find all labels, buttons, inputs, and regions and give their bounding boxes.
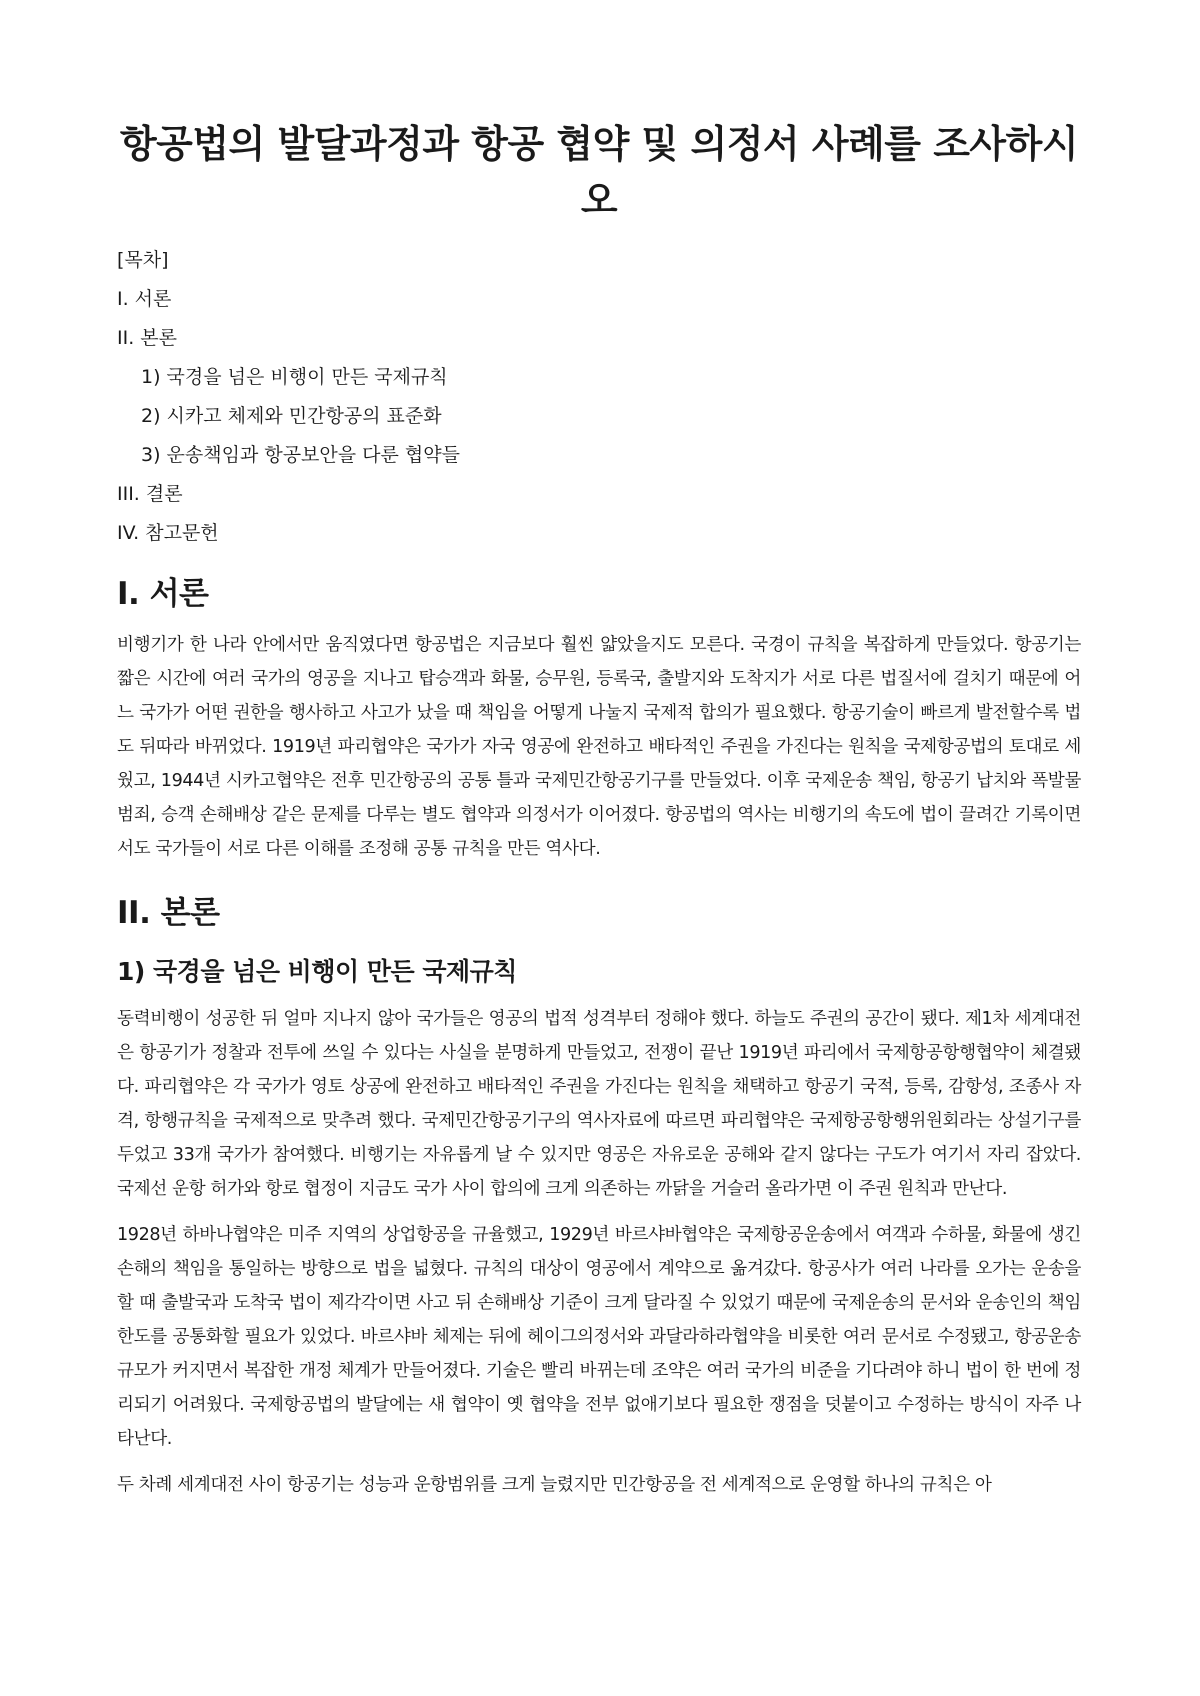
table-of-contents: [117, 248, 1081, 547]
toc-item-intro: I. 서론: [117, 288, 172, 310]
subsection-heading-1: 1) 국경을 넘은 비행이 만든 국제규칙: [117, 957, 517, 986]
toc-item-body-2: 2) 시카고 체제와 민간항공의 표준화: [141, 405, 442, 427]
toc-item-body-3: 3) 운송책임과 항공보안을 다룬 협약들: [141, 444, 460, 466]
body-paragraph: 두 차례 세계대전 사이 항공기는 성능과 운항범위를 크게 늘렸지만 민간항공을 전 세계적으로 운영할 하나의 규칙은 아: [117, 1475, 992, 1495]
section-heading-intro: I. 서론: [117, 576, 209, 612]
intro-paragraph: 비행기가 한 나라 안에서만 움직였다면 항공법은 지금보다 훨씬 얇았을지도 모른다. 국경이 규칙을 복잡하게 만들었다. 항공기는 짧은 시간에 여러 국가의 영공을 지나고 탑승객과 화물, 승무원, 등록국, 출발지와 도착지가 서로 다른 법질서에 걸치기 때문에 어느 국가가 어떤 권한을 행사하고 사고가 났을 때 책임을 어떻게 나눌지 국제적 합의가 필요했다. 항공기술이 빠르게 발전할수록 법도 뒤따라 바뀌었다. 1919년 파리협약은 국가가 자국 영공에 완전하고 배타적인 주권을 가진다는 원칙을 국제항공법의 토대로 세웠고, 1944년 시카고협약은 전후 민간항공의 공통 틀과 국제민간항공기구를 만들었다. 이후 국제운송 책임, 항공기 납치와 폭발물 범죄, 승객 손해배상 같은 문제를 다루는 별도 협약과 의정서가 이어졌다. 항공법의 역사는 비행기의 속도에 법이 끌려간 기록이면서도 국가들이 서로 다른 이해를 조정해 공통 규칙을 만든 역사다.: [117, 635, 1081, 859]
toc-item-body: II. 본론: [117, 327, 177, 349]
toc-item-conclusion: III. 결론: [117, 483, 183, 505]
body-paragraph: 1928년 하바나협약은 미주 지역의 상업항공을 규율했고, 1929년 바르샤바협약은 국제항공운송에서 여객과 수하물, 화물에 생긴 손해의 책임을 통일하는 방향으로 법을 넓혔다. 규칙의 대상이 영공에서 계약으로 옮겨갔다. 항공사가 여러 나라를 오가는 운송을 할 때 출발국과 도착국 법이 제각각이면 사고 뒤 손해배상 기준이 크게 달라질 수 있었기 때문에 국제운송의 문서와 운송인의 책임한도를 공통화할 필요가 있었다. 바르샤바 체제는 뒤에 헤이그의정서와 과달라하라협약을 비롯한 여러 문서로 수정됐고, 항공운송 규모가 커지면서 복잡한 개정 체계가 만들어졌다. 기술은 빨리 바뀌는데 조약은 여러 국가의 비준을 기다려야 하니 법이 한 번에 정리되기 어려웠다. 국제항공법의 발달에는 새 협약이 옛 협약을 전부 없애기보다 필요한 쟁점을 덧붙이고 수정하는 방식이 자주 나타난다.: [117, 1225, 1081, 1449]
document-title: 항공법의 발달과정과 항공 협약 및 의정서 사례를 조사하시오: [119, 122, 1079, 222]
section-heading-body: II. 본론: [117, 895, 220, 931]
body-paragraph: 동력비행이 성공한 뒤 얼마 지나지 않아 국가들은 영공의 법적 성격부터 정해야 했다. 하늘도 주권의 공간이 됐다. 제1차 세계대전은 항공기가 정찰과 전투에 쓰일 수 있다는 사실을 분명하게 만들었고, 전쟁이 끝난 1919년 파리에서 국제항공항행협약이 체결됐다. 파리협약은 각 국가가 영토 상공에 완전하고 배타적인 주권을 가진다는 원칙을 채택하고 항공기 국적, 등록, 감항성, 조종사 자격, 항행규칙을 국제적으로 맞추려 했다. 국제민간항공기구의 역사자료에 따르면 파리협약은 국제항공항행위원회라는 상설기구를 두었고 33개 국가가 참여했다. 비행기는 자유롭게 날 수 있지만 영공은 자유로운 공해와 같지 않다는 구도가 여기서 자리 잡았다. 국제선 운항 허가와 항로 협정이 지금도 국가 사이 합의에 크게 의존하는 까닭을 거슬러 올라가면 이 주권 원칙과 만난다.: [117, 1009, 1081, 1199]
toc-heading: [목차]: [117, 249, 169, 271]
toc-item-references: IV. 참고문헌: [117, 522, 219, 544]
toc-item-body-1: 1) 국경을 넘은 비행이 만든 국제규칙: [141, 366, 448, 388]
